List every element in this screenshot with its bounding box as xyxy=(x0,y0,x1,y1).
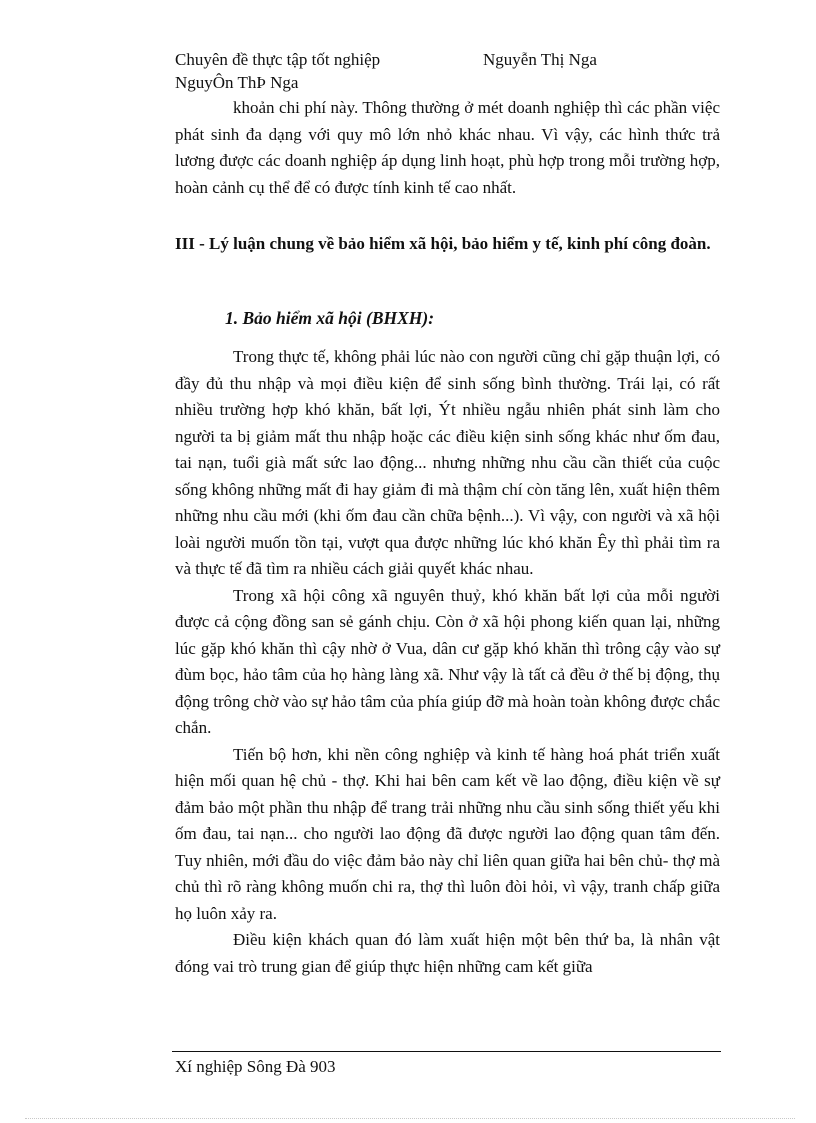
main-text-block xyxy=(175,344,720,980)
intro-paragraph-block xyxy=(175,95,720,201)
header-document-title: Chuyên đề thực tập tốt nghiệp xyxy=(175,50,381,69)
page-bottom-border xyxy=(25,1118,795,1119)
section-heading: III - Lý luận chung về bảo hiểm xã hội, bảo hiểm y tế, kinh phí công đoàn. xyxy=(175,234,711,253)
intro-paragraph: khoản chi phí này. Thông thường ở mét doanh nghiệp thì các phần việc phát sinh đa dạng với quy mô lớn nhỏ khác nhau. Vì vậy, các hình thức trả lương được các doanh nghiệp áp dụng linh hoạt, phù hợp trong mỗi trường hợp, hoàn cảnh cụ thể để có được tính kinh tế cao nhất. xyxy=(175,98,720,197)
paragraph-4: Điều kiện khách quan đó làm xuất hiện một bên thứ ba, là nhân vật đóng vai trò trung gian để giúp thực hiện những cam kết giữa xyxy=(175,930,720,976)
subsection-heading: 1. Bảo hiểm xã hội (BHXH): xyxy=(225,308,435,328)
paragraph-3: Tiến bộ hơn, khi nền công nghiệp và kinh tế hàng hoá phát triển xuất hiện mối quan hệ chủ - thợ. Khi hai bên cam kết về lao động, điều kiện về sự đảm bảo một phần thu nhập để trang trải những nhu cầu sinh sống thiết yếu khi ốm đau, tai nạn... cho người lao động đã được người lao động quan tâm đến. Tuy nhiên, mới đầu do việc đảm bảo này chỉ liên quan giữa hai bên chủ- thợ mà chủ thì rõ ràng không muốn chi ra, thợ thì luôn đòi hỏi, vì vậy, tranh chấp giữa họ luôn xảy ra. xyxy=(175,744,720,923)
header-author-name: Nguyễn Thị Nga xyxy=(483,50,597,69)
paragraph-2: Trong xã hội công xã nguyên thuỷ, khó khăn bất lợi của mỗi người được cả cộng đồng san sẻ gánh chịu. Còn ở xã hội phong kiến quan lại, những lúc gặp khó khăn thì cậy nhờ ở Vua, dân cư gặp khó khăn thì trông cậy vào sự đùm bọc, hảo tâm của họ hàng làng xã. Như vậy là tất cả đều ở thế bị động, thụ động trông chờ vào sự hảo tâm của phía giúp đỡ mà hoàn toàn không được chắc chắn. xyxy=(175,585,720,737)
header-author-name-garbled: NguyÔn ThÞ Nga xyxy=(175,73,299,92)
paragraph-1: Trong thực tế, không phải lúc nào con người cũng chỉ gặp thuận lợi, có đầy đủ thu nhập và mọi điều kiện để sinh sống bình thường. Trái lại, có rất nhiều trường hợp khó khăn, bất lợi, Ýt nhiều ngẫu nhiên phát sinh làm cho người ta bị giảm mất thu nhập hoặc các điều kiện sinh sống khác như ốm đau, tai nạn, tuổi già mất sức lao động... nhưng những nhu cầu cần thiết của cuộc sống không những mất đi hay giảm đi mà thậm chí còn tăng lên, xuất hiện thêm những nhu cầu mới (khi ốm đau cần chữa bệnh...). Vì vậy, con người và xã hội loài người muốn tồn tại, vượt qua được những lúc khó khăn Êy thì phải tìm ra và thực tế đã tìm ra nhiều cách giải quyết khác nhau. xyxy=(175,347,720,578)
footer-divider xyxy=(172,1051,721,1052)
footer-company: Xí nghiệp Sông Đà 903 xyxy=(175,1057,336,1076)
